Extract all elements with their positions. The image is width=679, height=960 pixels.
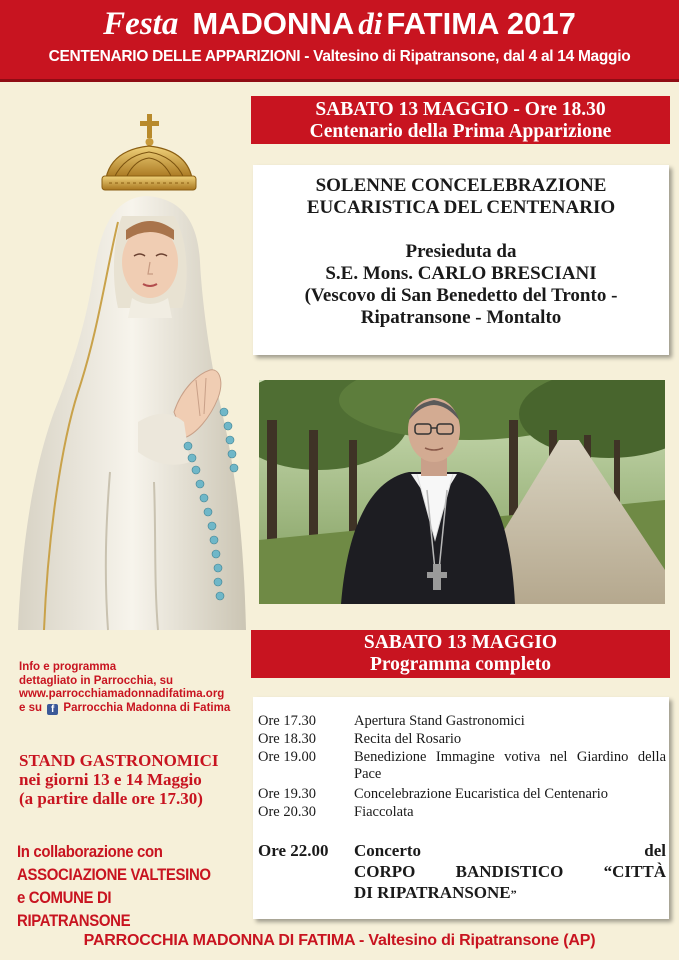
program-time: Ore 22.00 bbox=[258, 841, 329, 860]
stand-days: nei giorni 13 e 14 Maggio bbox=[19, 770, 202, 789]
program-time: Ore 19.30 bbox=[258, 786, 316, 802]
info-line2: dettagliato in Parrocchia, su bbox=[19, 674, 174, 687]
footer bbox=[0, 932, 679, 950]
concert-line3: DI RIPATRANSONE bbox=[354, 883, 511, 902]
program-time: Ore 18.30 bbox=[258, 731, 316, 747]
info-block bbox=[19, 661, 249, 715]
celebration-title-line2: EUCARISTICA DEL CENTENARIO bbox=[306, 197, 616, 218]
website-link[interactable]: www.parrocchiamadonnadifatima.org bbox=[19, 688, 225, 700]
footer-parish: PARROCCHIA MADONNA DI FATIMA bbox=[83, 932, 355, 949]
program-time: Ore 17.30 bbox=[258, 713, 316, 729]
close-quote: ” bbox=[510, 887, 517, 901]
stand-title: STAND GASTRONOMICI bbox=[19, 751, 219, 770]
program-time: Ore 19.00 bbox=[258, 749, 316, 765]
program-desc: Fiaccolata bbox=[354, 804, 414, 820]
program-card bbox=[253, 697, 669, 919]
program-desc: Concelebrazione Eucaristica del Centenario bbox=[354, 786, 609, 802]
stand-block bbox=[19, 751, 249, 808]
header-subtitle: CENTENARIO DELLE APPARIZIONI - Valtesino di Ripatransone, dal 4 al 14 Maggio bbox=[48, 48, 631, 65]
facebook-line bbox=[19, 702, 249, 716]
program-desc bbox=[354, 840, 666, 905]
presided-by: Presieduta da bbox=[405, 241, 517, 262]
program-heading: Programma completo bbox=[369, 654, 552, 675]
bishop-title-line2: Ripatransone - Montalto bbox=[360, 307, 562, 328]
page-title bbox=[0, 6, 679, 43]
title-festa: Festa bbox=[103, 6, 179, 42]
program-date: SABATO 13 MAGGIO bbox=[363, 632, 558, 653]
footer-location: - Valtesino di Ripatransone (AP) bbox=[354, 932, 596, 949]
info-line1: Info e programma bbox=[19, 661, 117, 673]
title-madonna: MADONNA bbox=[192, 6, 355, 41]
facebook-icon[interactable]: f bbox=[47, 704, 58, 715]
collab-municipality: e COMUNE DI RIPATRANSONE bbox=[17, 888, 131, 930]
collab-intro: In collaborazione con bbox=[17, 842, 163, 861]
event-time: SABATO 13 MAGGIO - Ore 18.30 bbox=[315, 99, 606, 120]
madonna-statue-image bbox=[14, 112, 250, 632]
event-time-banner bbox=[251, 96, 670, 144]
bishop-title-line1: (Vescovo di San Benedetto del Tronto - bbox=[304, 285, 618, 306]
celebration-card bbox=[253, 165, 669, 355]
facebook-prefix: e su bbox=[19, 701, 43, 714]
collab-association: ASSOCIAZIONE VALTESINO bbox=[17, 865, 211, 884]
program-desc: Benedizione Immagine votiva nel Giardino della Pace bbox=[354, 749, 666, 782]
concert-line1: Concerto del bbox=[354, 841, 666, 860]
bishop-photo bbox=[259, 380, 665, 604]
stand-hours: (a partire dalle ore 17.30) bbox=[19, 789, 203, 808]
concert-line3-wrap bbox=[354, 882, 666, 905]
program-desc: Apertura Stand Gastronomici bbox=[354, 713, 525, 729]
title-di: di bbox=[358, 6, 383, 41]
program-desc: Recita del Rosario bbox=[354, 731, 462, 747]
collaboration-block bbox=[17, 840, 228, 932]
program-time: Ore 20.30 bbox=[258, 804, 316, 820]
concert-line2: CORPO BANDISTICO “CITTÀ bbox=[354, 862, 666, 881]
facebook-page-link[interactable]: Parrocchia Madonna di Fatima bbox=[63, 701, 231, 714]
header-banner bbox=[0, 0, 679, 82]
bishop-name: S.E. Mons. CARLO BRESCIANI bbox=[325, 263, 597, 284]
title-fatima: FATIMA 2017 bbox=[386, 6, 576, 41]
celebration-title-line1: SOLENNE CONCELEBRAZIONE bbox=[315, 175, 607, 196]
event-subtitle: Centenario della Prima Apparizione bbox=[309, 121, 612, 142]
program-banner bbox=[251, 630, 670, 678]
